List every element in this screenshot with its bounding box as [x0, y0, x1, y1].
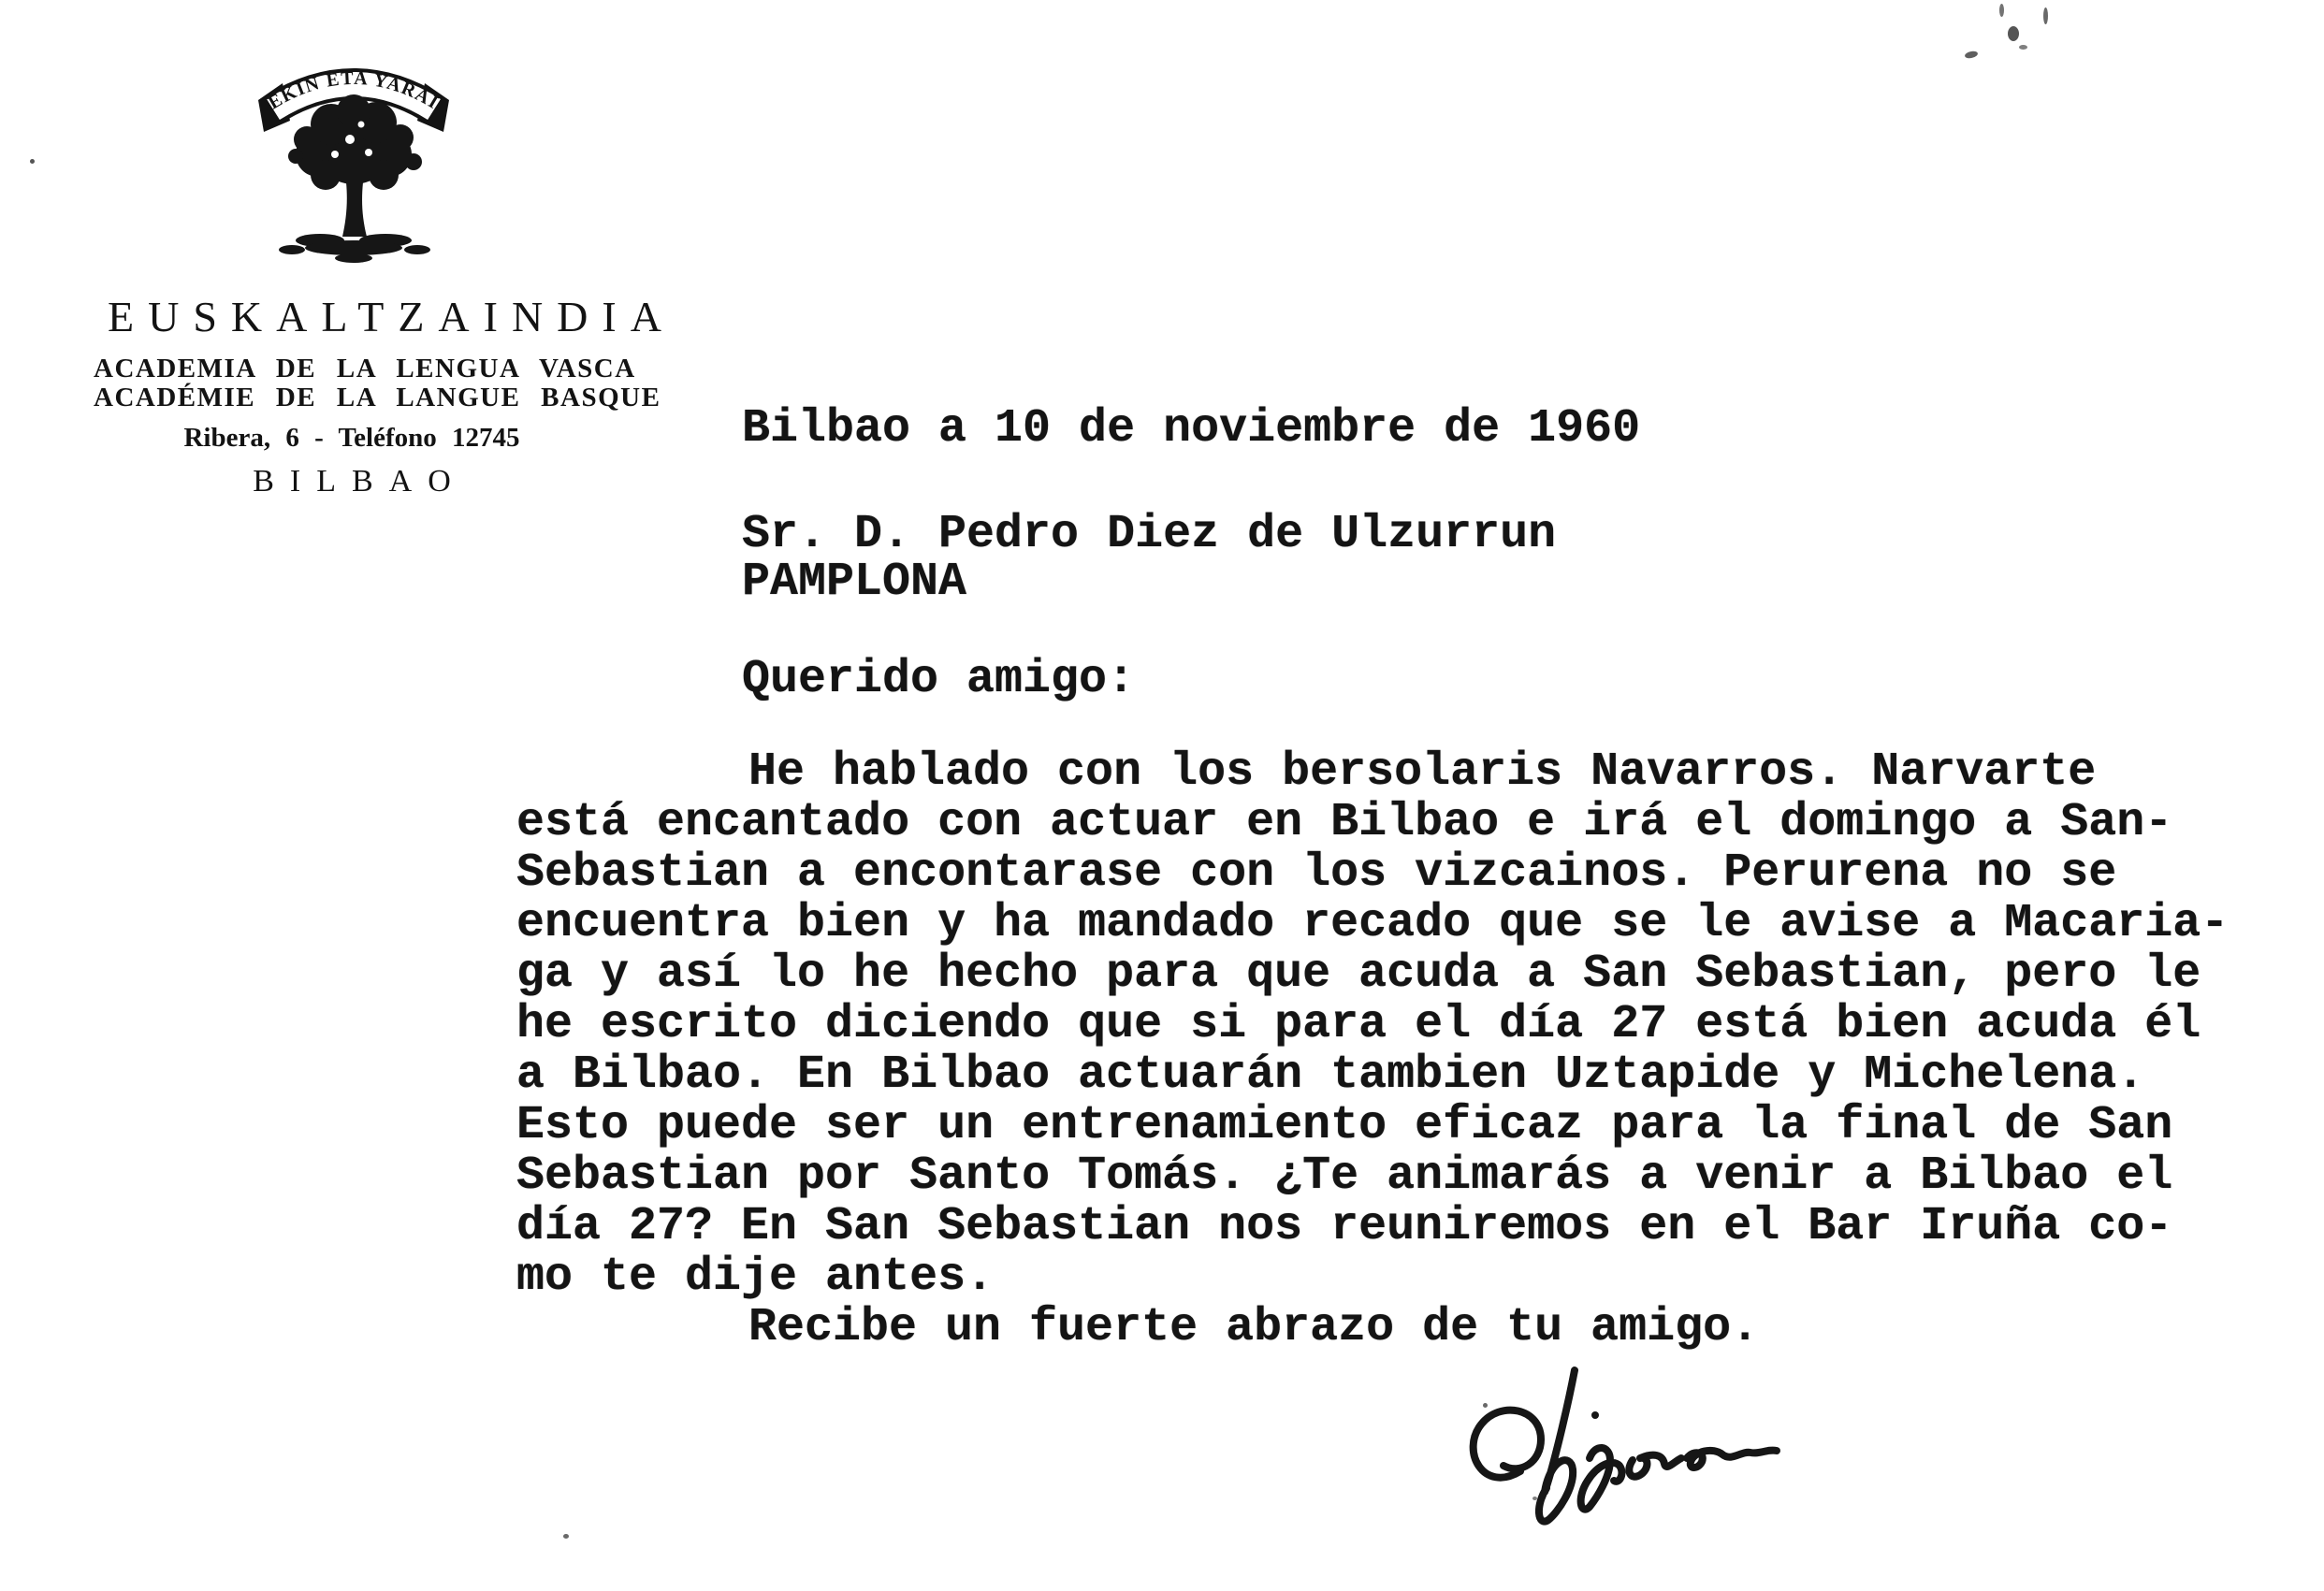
salutation: Querido amigo:: [742, 653, 1136, 706]
body-line: he escrito diciendo que si para el día 27 está bien acuda él: [516, 998, 2201, 1051]
body-line: mo te dije antes.: [516, 1251, 995, 1304]
scan-artifact: [1532, 1497, 1537, 1500]
body-line: Esto puede ser un entrenamiento eficaz para la final de San: [516, 1099, 2173, 1152]
recipient-city: PAMPLONA: [742, 556, 967, 609]
academy-name: EUSKALTZAINDIA: [108, 293, 675, 340]
signature-handwritten: [1455, 1361, 1810, 1548]
body-line: He hablado con los bersolaris Navarros. Narvarte: [748, 745, 2097, 799]
scan-artifact: [30, 159, 35, 164]
body-line: está encantado con actuar en Bilbao e irá el domingo a San-: [516, 796, 2173, 849]
academy-city: BILBAO: [253, 464, 467, 499]
recipient-name: Sr. D. Pedro Diez de Ulzurrun: [742, 508, 1557, 561]
body-line: ga y así lo he hecho para que acuda a San Sebastian, pero le: [516, 947, 2201, 1001]
body-line: a Bilbao. En Bilbao actuarán tambien Uztapide y Michelena.: [516, 1049, 2145, 1102]
scan-artifact: [2008, 26, 2019, 41]
closing-line: Recibe un fuerte abrazo de tu amigo.: [748, 1301, 1760, 1354]
scan-artifact: [563, 1534, 569, 1539]
motto-text: EKIN ETA YARAI: [265, 67, 443, 114]
academy-address: Ribera, 6 - Teléfono 12745: [183, 423, 520, 453]
body-line: día 27? En San Sebastian nos reuniremos en el Bar Iruña co-: [516, 1200, 2173, 1253]
addressee-block: [742, 508, 1557, 609]
letter-body: [516, 747, 2275, 1353]
academy-subtitle-spanish: ACADEMIA DE LA LENGUA VASCA: [94, 354, 636, 383]
body-line: Sebastian a encontarase con los vizcainos. Perurena no se: [516, 846, 2117, 900]
euskaltzaindia-emblem: [245, 42, 462, 265]
scan-artifact: [1483, 1403, 1488, 1408]
tree-trunk: [342, 182, 367, 237]
scan-artifact: [2019, 45, 2027, 50]
body-line: Sebastian por Santo Tomás. ¿Te animarás a venir a Bilbao el: [516, 1150, 2173, 1203]
academy-subtitle-french: ACADÉMIE DE LA LANGUE BASQUE: [94, 383, 661, 412]
body-line: encuentra bien y ha mandado recado que se le avise a Macaria-: [516, 897, 2230, 950]
scan-artifact: [2043, 7, 2048, 24]
tree-roots: [279, 234, 430, 263]
dateline: Bilbao a 10 de noviembre de 1960: [742, 402, 1641, 456]
scan-artifact: [1999, 4, 2004, 17]
scan-artifact: [1964, 51, 1978, 60]
